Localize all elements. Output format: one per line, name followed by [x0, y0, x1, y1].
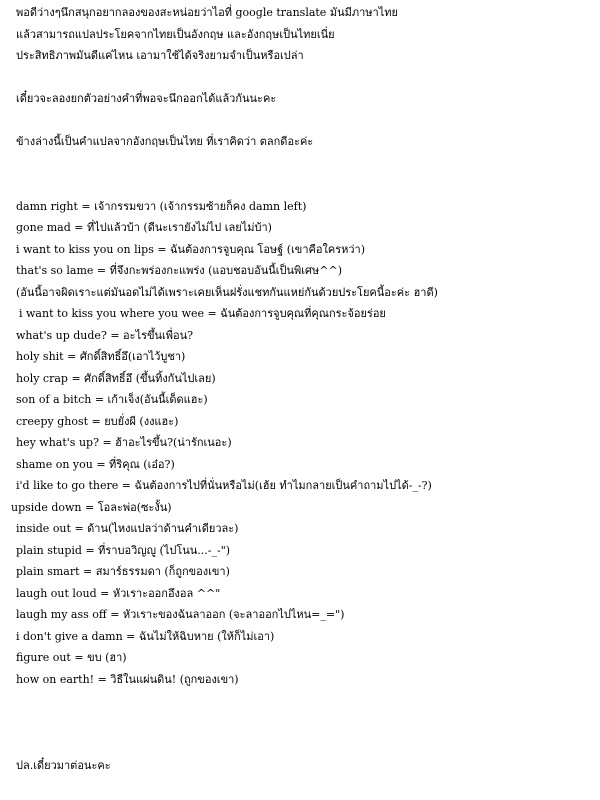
- lead-line-2: ข้างล่างนี้เป็นคำแปลจากอังกฤษเป็นไทย ที่เราคิดว่า ตลกดีอะค่ะ: [16, 135, 314, 148]
- translation-entry: laugh my ass off = หัวเราะของฉันลาออก (จะลาออกไปไหน=_="): [16, 608, 345, 621]
- translation-entry: laugh out loud = หัวเราะออกอึงอล ^^": [16, 586, 221, 600]
- translation-entry: plain stupid = ที่ราบอวิญญู (ไปโนน...-_-"): [16, 543, 231, 557]
- spacer: [16, 153, 594, 196]
- document-body: [11, 2, 594, 776]
- translation-entry: how on earth! = วิธีในแผ่นดิน! (ถูกของเขา): [16, 672, 239, 686]
- translation-note: (อันนี้อาจผิดเราะแต่มันอดไม่ได้เพราะเคยเห็นฝรั่งแชทกันแหย่กันด้วยประโยคนี้อะค่ะ ฮาดี): [16, 285, 438, 299]
- intro-line-3: ประสิทธิภาพมันดีแค่ไหน เอามาใช้ได้จริงยามจำเป็นหรือเปล่า: [16, 49, 304, 62]
- translation-entry: damn right = เจ้ากรรมขวา (เจ้ากรรมซ้ายก็คง damn left): [16, 199, 307, 213]
- intro-line-1: พอดีว่างๆนึกสนุกอยากลองของสะหน่อยว่าไอที่ google translate มันมีภาษาไทย: [16, 6, 398, 19]
- translation-entry: upside down = โอละพ่อ(ซะงั้น): [11, 500, 172, 514]
- intro-paragraph: [16, 2, 594, 67]
- translation-entry: i want to kiss you where you wee = ฉันต้องการจูบคุณที่คุณกระจ้อยร่อย: [19, 307, 386, 320]
- translation-entry: holy shit = ศักดิ์สิทธิ์อึ(เอาไว้บูชา): [16, 350, 186, 363]
- intro-line-2: แล้วสามารถแปลประโยคจากไทยเป็นอังกฤษ และอังกฤษเป็นไทยเนี่ย: [16, 27, 335, 41]
- translation-entry: inside out = ด้าน(ไหงแปลว่าด้านคำเดียวละ): [16, 522, 239, 535]
- translation-entry: holy crap = ศักดิ์สิทธิ์อึ (ขึ้นทิ้งกันไปเลย): [16, 371, 216, 385]
- spacer: [16, 110, 594, 132]
- translation-list: [11, 196, 594, 691]
- spacer: [16, 690, 594, 733]
- translation-entry: creepy ghost = ยบยั่งผี (งงแฮะ): [16, 414, 179, 428]
- translation-entry: figure out = ขบ (ฮา): [16, 651, 127, 664]
- translation-entry: son of a bitch = เก้าเจ็ง(อันนี้เด็ดแฮะ): [16, 393, 208, 406]
- translation-entry: shame on you = ที่ริคุณ (เอ๋อ?): [16, 457, 175, 471]
- translation-entry: that's so lame = ที่จึงกะพร่องกะแพร่ง (แอบชอบอันนี้เป็นพิเศษ^^): [16, 264, 342, 277]
- spacer: [16, 67, 594, 89]
- translation-entry: i'd like to go there = ฉันต้องการไปที่นั่นหรือไม่(เฮ้ย ทำไมกลายเป็นคำถามไปได้-_-?): [16, 479, 432, 492]
- spacer: [16, 733, 594, 755]
- translation-entry: hey what's up? = ฮ้าอะไรขึ้น?(น่ารักเนอะ): [16, 436, 232, 449]
- translation-entry: i want to kiss you on lips = ฉันต้องการจูบคุณ โอษฐ์ (เขาคือใครหว่า): [16, 242, 365, 256]
- translation-entry: plain smart = สมาร์ธรรมดา (ก็ถูกของเขา): [16, 565, 230, 578]
- translation-entry: gone mad = ที่ไปแล้วบ้า (ดีนะเรายังไม่ไป เลยไม่บ้า): [16, 221, 272, 234]
- translation-entry: i don't give a damn = ฉันไม่ให้ฉิบหาย (ให้ก็ไม่เอา): [16, 629, 275, 643]
- translation-entry: what's up dude? = อะไรขึ้นเพื่อน?: [16, 328, 194, 342]
- lead-line-1: เดี๋ยวจะลองยกตัวอย่างคำที่พอจะนึกออกได้แล้วกันนะคะ: [16, 92, 277, 105]
- postscript: ปล.เดี๋ยวมาต่อนะคะ: [16, 758, 111, 772]
